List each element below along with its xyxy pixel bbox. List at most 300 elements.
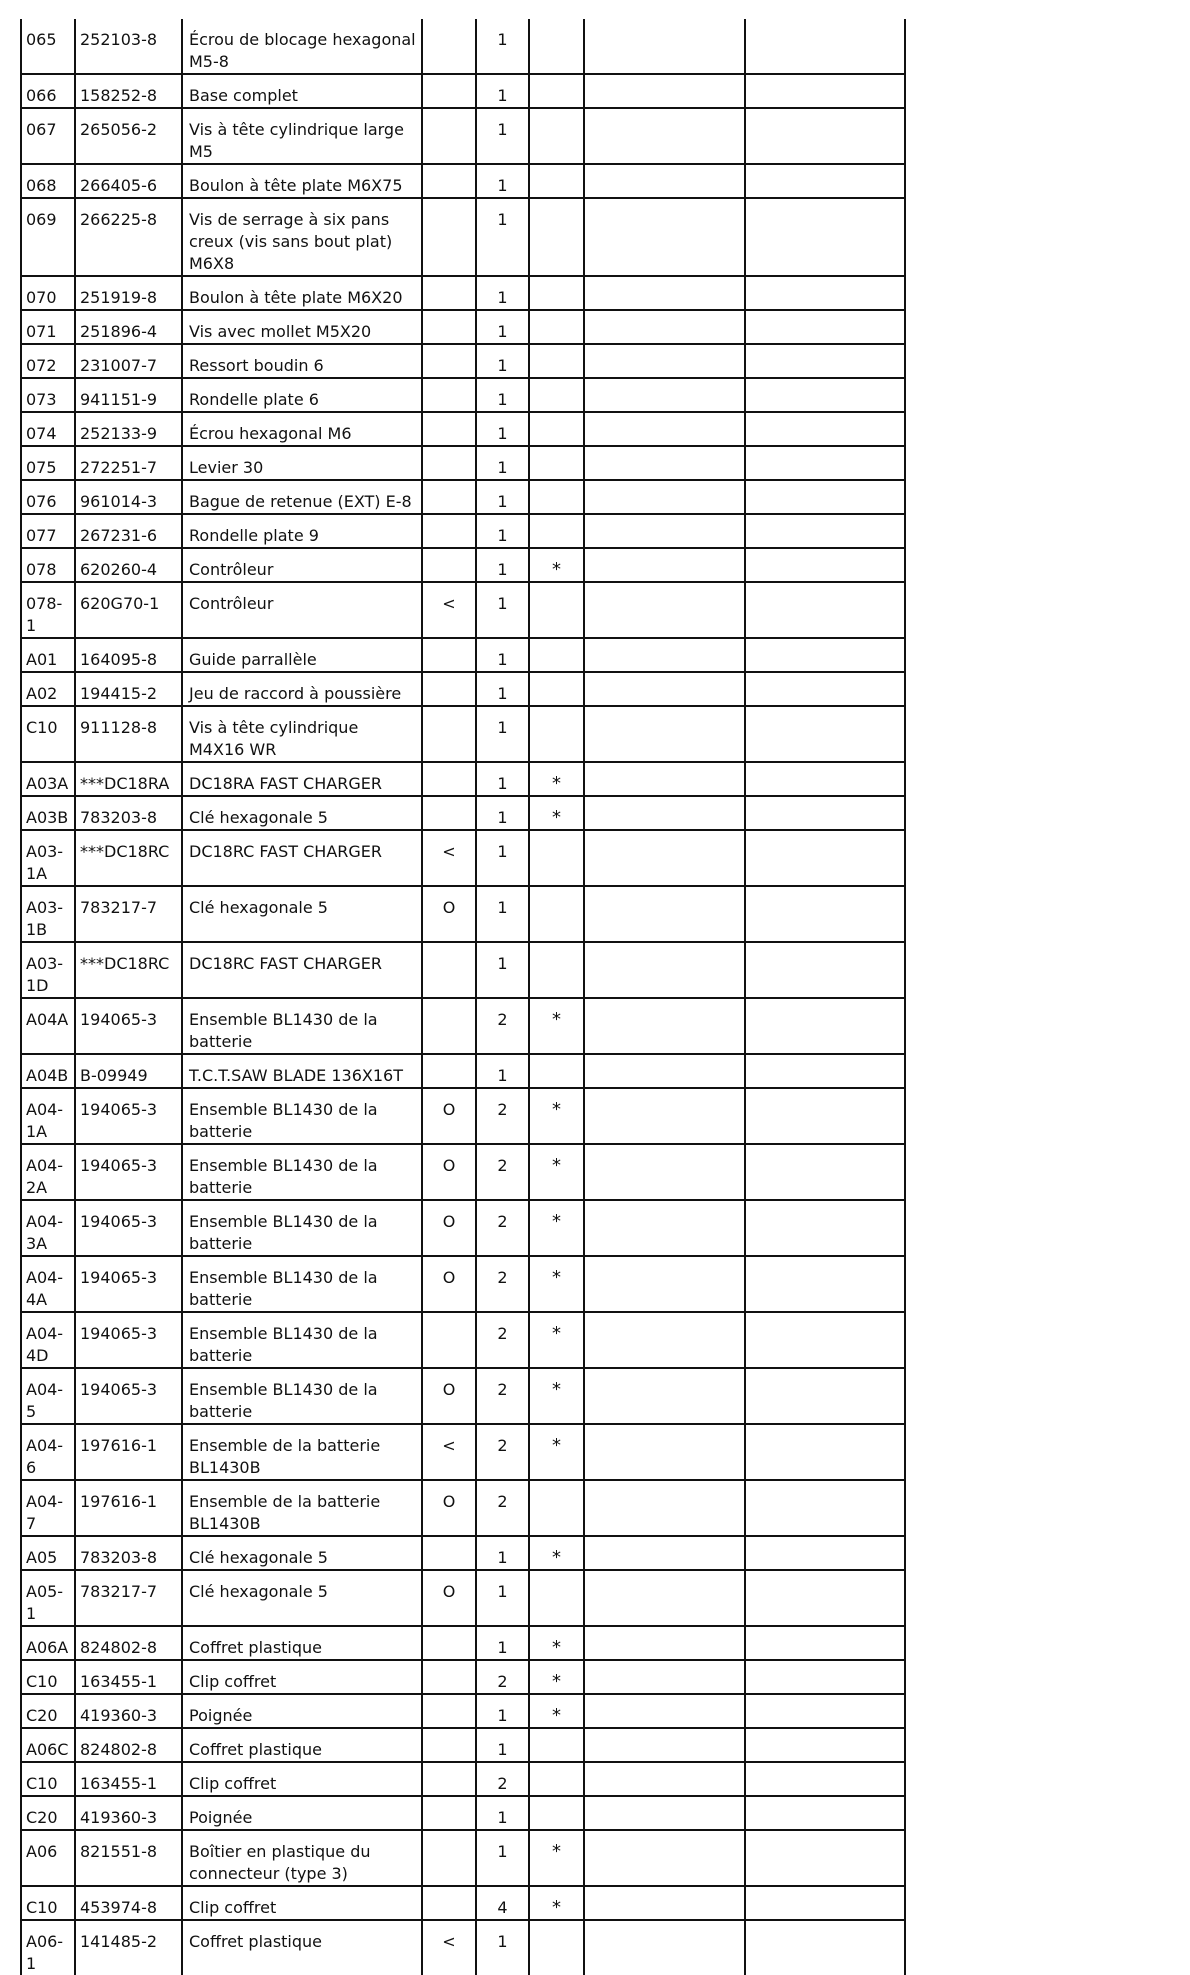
empty-cell <box>745 1626 905 1660</box>
reference-cell: 419360-3 <box>75 1694 182 1728</box>
reference-cell: 197616-1 <box>75 1424 182 1480</box>
table-row <box>21 19 905 74</box>
empty-cell <box>584 1694 745 1728</box>
part-number-cell: A04-4D <box>21 1312 75 1368</box>
marker-cell <box>422 638 476 672</box>
description-cell: Contrôleur <box>182 548 422 582</box>
note-cell: * <box>529 1886 584 1920</box>
description-cell: T.C.T.SAW BLADE 136X16T <box>182 1054 422 1088</box>
empty-cell <box>745 446 905 480</box>
description-cell: Contrôleur <box>182 582 422 638</box>
description-cell: DC18RC FAST CHARGER <box>182 942 422 998</box>
part-number-cell: A04-5 <box>21 1368 75 1424</box>
quantity-cell: 1 <box>476 480 529 514</box>
part-number-cell: A04B <box>21 1054 75 1088</box>
marker-cell: < <box>422 1424 476 1480</box>
reference-cell: 419360-3 <box>75 1796 182 1830</box>
quantity-cell: 2 <box>476 1762 529 1796</box>
description-cell: Ensemble BL1430 de la batterie <box>182 1368 422 1424</box>
quantity-cell: 4 <box>476 1886 529 1920</box>
empty-cell <box>584 1480 745 1536</box>
empty-cell <box>745 164 905 198</box>
description-cell: Bague de retenue (EXT) E-8 <box>182 480 422 514</box>
empty-cell <box>745 19 905 74</box>
empty-cell <box>584 1570 745 1626</box>
marker-cell: O <box>422 1570 476 1626</box>
reference-cell: 824802-8 <box>75 1728 182 1762</box>
empty-cell <box>745 998 905 1054</box>
note-cell <box>529 1728 584 1762</box>
description-cell: Ensemble BL1430 de la batterie <box>182 1256 422 1312</box>
empty-cell <box>584 638 745 672</box>
part-number-cell: 076 <box>21 480 75 514</box>
empty-cell <box>745 344 905 378</box>
marker-cell: O <box>422 1256 476 1312</box>
note-cell <box>529 514 584 548</box>
note-cell <box>529 1762 584 1796</box>
reference-cell: 251919-8 <box>75 276 182 310</box>
table-row <box>21 998 905 1054</box>
part-number-cell: 071 <box>21 310 75 344</box>
empty-cell <box>745 796 905 830</box>
empty-cell <box>745 1830 905 1886</box>
part-number-cell: A03-1D <box>21 942 75 998</box>
description-cell: Coffret plastique <box>182 1728 422 1762</box>
note-cell <box>529 1920 584 1975</box>
reference-cell: 620G70-1 <box>75 582 182 638</box>
marker-cell <box>422 310 476 344</box>
marker-cell <box>422 74 476 108</box>
reference-cell: 266405-6 <box>75 164 182 198</box>
part-number-cell: A03B <box>21 796 75 830</box>
empty-cell <box>584 310 745 344</box>
quantity-cell: 1 <box>476 108 529 164</box>
reference-cell: 783217-7 <box>75 1570 182 1626</box>
empty-cell <box>745 108 905 164</box>
table-row <box>21 344 905 378</box>
table-row <box>21 548 905 582</box>
quantity-cell: 1 <box>476 1694 529 1728</box>
note-cell <box>529 480 584 514</box>
quantity-cell: 2 <box>476 1312 529 1368</box>
part-number-cell: A03-1B <box>21 886 75 942</box>
marker-cell: O <box>422 886 476 942</box>
marker-cell <box>422 942 476 998</box>
table-row <box>21 706 905 762</box>
quantity-cell: 1 <box>476 378 529 412</box>
empty-cell <box>745 1256 905 1312</box>
reference-cell: 252103-8 <box>75 19 182 74</box>
quantity-cell: 1 <box>476 276 529 310</box>
quantity-cell: 1 <box>476 164 529 198</box>
marker-cell: < <box>422 582 476 638</box>
quantity-cell: 1 <box>476 830 529 886</box>
note-cell: * <box>529 1144 584 1200</box>
marker-cell <box>422 1054 476 1088</box>
empty-cell <box>584 1424 745 1480</box>
marker-cell: O <box>422 1480 476 1536</box>
empty-cell <box>745 198 905 276</box>
marker-cell <box>422 19 476 74</box>
empty-cell <box>584 1200 745 1256</box>
marker-cell <box>422 672 476 706</box>
marker-cell <box>422 198 476 276</box>
table-row <box>21 1728 905 1762</box>
quantity-cell: 2 <box>476 1660 529 1694</box>
empty-cell <box>584 886 745 942</box>
quantity-cell: 2 <box>476 1088 529 1144</box>
description-cell: Rondelle plate 9 <box>182 514 422 548</box>
marker-cell <box>422 108 476 164</box>
reference-cell: 821551-8 <box>75 1830 182 1886</box>
description-cell: Écrou de blocage hexagonal M5-8 <box>182 19 422 74</box>
empty-cell <box>584 1660 745 1694</box>
part-number-cell: 072 <box>21 344 75 378</box>
description-cell: Clip coffret <box>182 1762 422 1796</box>
quantity-cell: 1 <box>476 1920 529 1975</box>
reference-cell: 961014-3 <box>75 480 182 514</box>
empty-cell <box>584 480 745 514</box>
empty-cell <box>584 672 745 706</box>
marker-cell <box>422 1886 476 1920</box>
table-row <box>21 1660 905 1694</box>
reference-cell: 194065-3 <box>75 1256 182 1312</box>
empty-cell <box>584 998 745 1054</box>
empty-cell <box>745 1480 905 1536</box>
marker-cell <box>422 412 476 446</box>
marker-cell: O <box>422 1368 476 1424</box>
reference-cell: 783203-8 <box>75 796 182 830</box>
part-number-cell: A06 <box>21 1830 75 1886</box>
part-number-cell: 066 <box>21 74 75 108</box>
description-cell: Boîtier en plastique du connecteur (type 3) <box>182 1830 422 1886</box>
part-number-cell: 078-1 <box>21 582 75 638</box>
empty-cell <box>745 514 905 548</box>
description-cell: Ensemble BL1430 de la batterie <box>182 998 422 1054</box>
empty-cell <box>745 1088 905 1144</box>
note-cell <box>529 164 584 198</box>
description-cell: DC18RA FAST CHARGER <box>182 762 422 796</box>
empty-cell <box>745 1144 905 1200</box>
part-number-cell: A04-7 <box>21 1480 75 1536</box>
note-cell: * <box>529 1312 584 1368</box>
empty-cell <box>584 164 745 198</box>
table-row <box>21 1570 905 1626</box>
part-number-cell: 068 <box>21 164 75 198</box>
note-cell <box>529 276 584 310</box>
table-row <box>21 796 905 830</box>
reference-cell: 453974-8 <box>75 1886 182 1920</box>
description-cell: Base complet <box>182 74 422 108</box>
quantity-cell: 2 <box>476 1200 529 1256</box>
table-row <box>21 1480 905 1536</box>
empty-cell <box>584 1830 745 1886</box>
quantity-cell: 2 <box>476 1368 529 1424</box>
reference-cell: 194065-3 <box>75 1088 182 1144</box>
empty-cell <box>584 446 745 480</box>
reference-cell: 194415-2 <box>75 672 182 706</box>
description-cell: Ensemble BL1430 de la batterie <box>182 1088 422 1144</box>
part-number-cell: A06C <box>21 1728 75 1762</box>
marker-cell <box>422 762 476 796</box>
empty-cell <box>745 582 905 638</box>
empty-cell <box>745 74 905 108</box>
parts-table <box>20 19 906 1975</box>
part-number-cell: A05-1 <box>21 1570 75 1626</box>
empty-cell <box>745 1796 905 1830</box>
table-row <box>21 480 905 514</box>
quantity-cell: 1 <box>476 706 529 762</box>
empty-cell <box>745 1570 905 1626</box>
quantity-cell: 2 <box>476 1256 529 1312</box>
note-cell <box>529 1796 584 1830</box>
quantity-cell: 2 <box>476 1424 529 1480</box>
table-row <box>21 1144 905 1200</box>
description-cell: Poignée <box>182 1694 422 1728</box>
table-row <box>21 446 905 480</box>
reference-cell: 251896-4 <box>75 310 182 344</box>
quantity-cell: 1 <box>476 548 529 582</box>
marker-cell: O <box>422 1200 476 1256</box>
reference-cell: ***DC18RC <box>75 830 182 886</box>
table-row <box>21 1312 905 1368</box>
part-number-cell: 077 <box>21 514 75 548</box>
part-number-cell: 067 <box>21 108 75 164</box>
part-number-cell: C20 <box>21 1796 75 1830</box>
empty-cell <box>584 378 745 412</box>
reference-cell: 163455-1 <box>75 1762 182 1796</box>
note-cell <box>529 706 584 762</box>
part-number-cell: C10 <box>21 1660 75 1694</box>
quantity-cell: 1 <box>476 310 529 344</box>
empty-cell <box>745 1368 905 1424</box>
marker-cell <box>422 706 476 762</box>
part-number-cell: 065 <box>21 19 75 74</box>
table-row <box>21 672 905 706</box>
note-cell <box>529 446 584 480</box>
note-cell: * <box>529 1424 584 1480</box>
note-cell: * <box>529 998 584 1054</box>
description-cell: DC18RC FAST CHARGER <box>182 830 422 886</box>
table-row <box>21 1256 905 1312</box>
empty-cell <box>745 1312 905 1368</box>
note-cell <box>529 344 584 378</box>
reference-cell: 267231-6 <box>75 514 182 548</box>
quantity-cell: 2 <box>476 998 529 1054</box>
part-number-cell: A02 <box>21 672 75 706</box>
part-number-cell: 069 <box>21 198 75 276</box>
note-cell: * <box>529 1368 584 1424</box>
table-row <box>21 1536 905 1570</box>
note-cell: * <box>529 548 584 582</box>
table-row <box>21 1424 905 1480</box>
table-row <box>21 762 905 796</box>
reference-cell: 941151-9 <box>75 378 182 412</box>
table-row <box>21 1200 905 1256</box>
description-cell: Vis à tête cylindrique large M5 <box>182 108 422 164</box>
empty-cell <box>584 796 745 830</box>
marker-cell <box>422 1536 476 1570</box>
empty-cell <box>584 1886 745 1920</box>
part-number-cell: C20 <box>21 1694 75 1728</box>
empty-cell <box>745 942 905 998</box>
part-number-cell: A01 <box>21 638 75 672</box>
description-cell: Ensemble de la batterie BL1430B <box>182 1480 422 1536</box>
table-row <box>21 1886 905 1920</box>
empty-cell <box>584 1144 745 1200</box>
reference-cell: 141485-2 <box>75 1920 182 1975</box>
table-row <box>21 830 905 886</box>
part-number-cell: C10 <box>21 1762 75 1796</box>
part-number-cell: A04-2A <box>21 1144 75 1200</box>
part-number-cell: A06A <box>21 1626 75 1660</box>
marker-cell <box>422 1312 476 1368</box>
empty-cell <box>584 1054 745 1088</box>
quantity-cell: 1 <box>476 942 529 998</box>
description-cell: Vis de serrage à six pans creux (vis sans bout plat) M6X8 <box>182 198 422 276</box>
note-cell <box>529 886 584 942</box>
note-cell: * <box>529 1626 584 1660</box>
note-cell: * <box>529 762 584 796</box>
table-row <box>21 638 905 672</box>
note-cell: * <box>529 1830 584 1886</box>
note-cell <box>529 1054 584 1088</box>
empty-cell <box>584 706 745 762</box>
note-cell <box>529 582 584 638</box>
reference-cell: ***DC18RC <box>75 942 182 998</box>
note-cell <box>529 830 584 886</box>
empty-cell <box>745 310 905 344</box>
note-cell <box>529 412 584 446</box>
description-cell: Vis avec mollet M5X20 <box>182 310 422 344</box>
empty-cell <box>584 74 745 108</box>
reference-cell: ***DC18RA <box>75 762 182 796</box>
reference-cell: 197616-1 <box>75 1480 182 1536</box>
empty-cell <box>584 198 745 276</box>
quantity-cell: 1 <box>476 344 529 378</box>
reference-cell: 783217-7 <box>75 886 182 942</box>
empty-cell <box>745 638 905 672</box>
empty-cell <box>745 706 905 762</box>
empty-cell <box>745 830 905 886</box>
empty-cell <box>584 344 745 378</box>
reference-cell: 272251-7 <box>75 446 182 480</box>
note-cell: * <box>529 1256 584 1312</box>
description-cell: Coffret plastique <box>182 1626 422 1660</box>
empty-cell <box>745 1200 905 1256</box>
marker-cell <box>422 1728 476 1762</box>
quantity-cell: 1 <box>476 886 529 942</box>
part-number-cell: 073 <box>21 378 75 412</box>
description-cell: Écrou hexagonal M6 <box>182 412 422 446</box>
marker-cell <box>422 1796 476 1830</box>
table-row <box>21 942 905 998</box>
empty-cell <box>584 1762 745 1796</box>
reference-cell: 194065-3 <box>75 1144 182 1200</box>
reference-cell: 620260-4 <box>75 548 182 582</box>
reference-cell: 824802-8 <box>75 1626 182 1660</box>
parts-table-body <box>21 19 905 1975</box>
marker-cell <box>422 1830 476 1886</box>
part-number-cell: A04A <box>21 998 75 1054</box>
empty-cell <box>584 19 745 74</box>
reference-cell: 164095-8 <box>75 638 182 672</box>
quantity-cell: 1 <box>476 796 529 830</box>
description-cell: Clé hexagonale 5 <box>182 1536 422 1570</box>
part-number-cell: 074 <box>21 412 75 446</box>
quantity-cell: 1 <box>476 412 529 446</box>
quantity-cell: 2 <box>476 1480 529 1536</box>
part-number-cell: 078 <box>21 548 75 582</box>
empty-cell <box>745 1694 905 1728</box>
marker-cell: < <box>422 1920 476 1975</box>
marker-cell <box>422 998 476 1054</box>
empty-cell <box>745 1424 905 1480</box>
empty-cell <box>584 1728 745 1762</box>
quantity-cell: 2 <box>476 1144 529 1200</box>
reference-cell: B-09949 <box>75 1054 182 1088</box>
description-cell: Boulon à tête plate M6X75 <box>182 164 422 198</box>
part-number-cell: 070 <box>21 276 75 310</box>
marker-cell <box>422 1626 476 1660</box>
empty-cell <box>584 1088 745 1144</box>
note-cell: * <box>529 1088 584 1144</box>
reference-cell: 158252-8 <box>75 74 182 108</box>
empty-cell <box>584 1920 745 1975</box>
empty-cell <box>584 830 745 886</box>
table-row <box>21 74 905 108</box>
reference-cell: 252133-9 <box>75 412 182 446</box>
description-cell: Clé hexagonale 5 <box>182 796 422 830</box>
empty-cell <box>745 886 905 942</box>
quantity-cell: 1 <box>476 1626 529 1660</box>
description-cell: Ressort boudin 6 <box>182 344 422 378</box>
empty-cell <box>584 412 745 446</box>
marker-cell <box>422 514 476 548</box>
marker-cell: O <box>422 1088 476 1144</box>
description-cell: Ensemble de la batterie BL1430B <box>182 1424 422 1480</box>
table-row <box>21 310 905 344</box>
description-cell: Poignée <box>182 1796 422 1830</box>
table-row <box>21 514 905 548</box>
marker-cell <box>422 796 476 830</box>
part-number-cell: C10 <box>21 706 75 762</box>
marker-cell <box>422 548 476 582</box>
table-row <box>21 108 905 164</box>
description-cell: Ensemble BL1430 de la batterie <box>182 1200 422 1256</box>
quantity-cell: 1 <box>476 446 529 480</box>
description-cell: Clé hexagonale 5 <box>182 886 422 942</box>
empty-cell <box>745 1054 905 1088</box>
quantity-cell: 1 <box>476 19 529 74</box>
description-cell: Clip coffret <box>182 1660 422 1694</box>
empty-cell <box>745 1660 905 1694</box>
empty-cell <box>745 378 905 412</box>
empty-cell <box>584 1536 745 1570</box>
quantity-cell: 1 <box>476 1536 529 1570</box>
description-cell: Ensemble BL1430 de la batterie <box>182 1144 422 1200</box>
note-cell <box>529 378 584 412</box>
empty-cell <box>745 1886 905 1920</box>
empty-cell <box>745 1920 905 1975</box>
part-number-cell: A03-1A <box>21 830 75 886</box>
empty-cell <box>584 514 745 548</box>
note-cell <box>529 108 584 164</box>
table-row <box>21 1088 905 1144</box>
part-number-cell: A04-1A <box>21 1088 75 1144</box>
table-row <box>21 886 905 942</box>
empty-cell <box>584 276 745 310</box>
